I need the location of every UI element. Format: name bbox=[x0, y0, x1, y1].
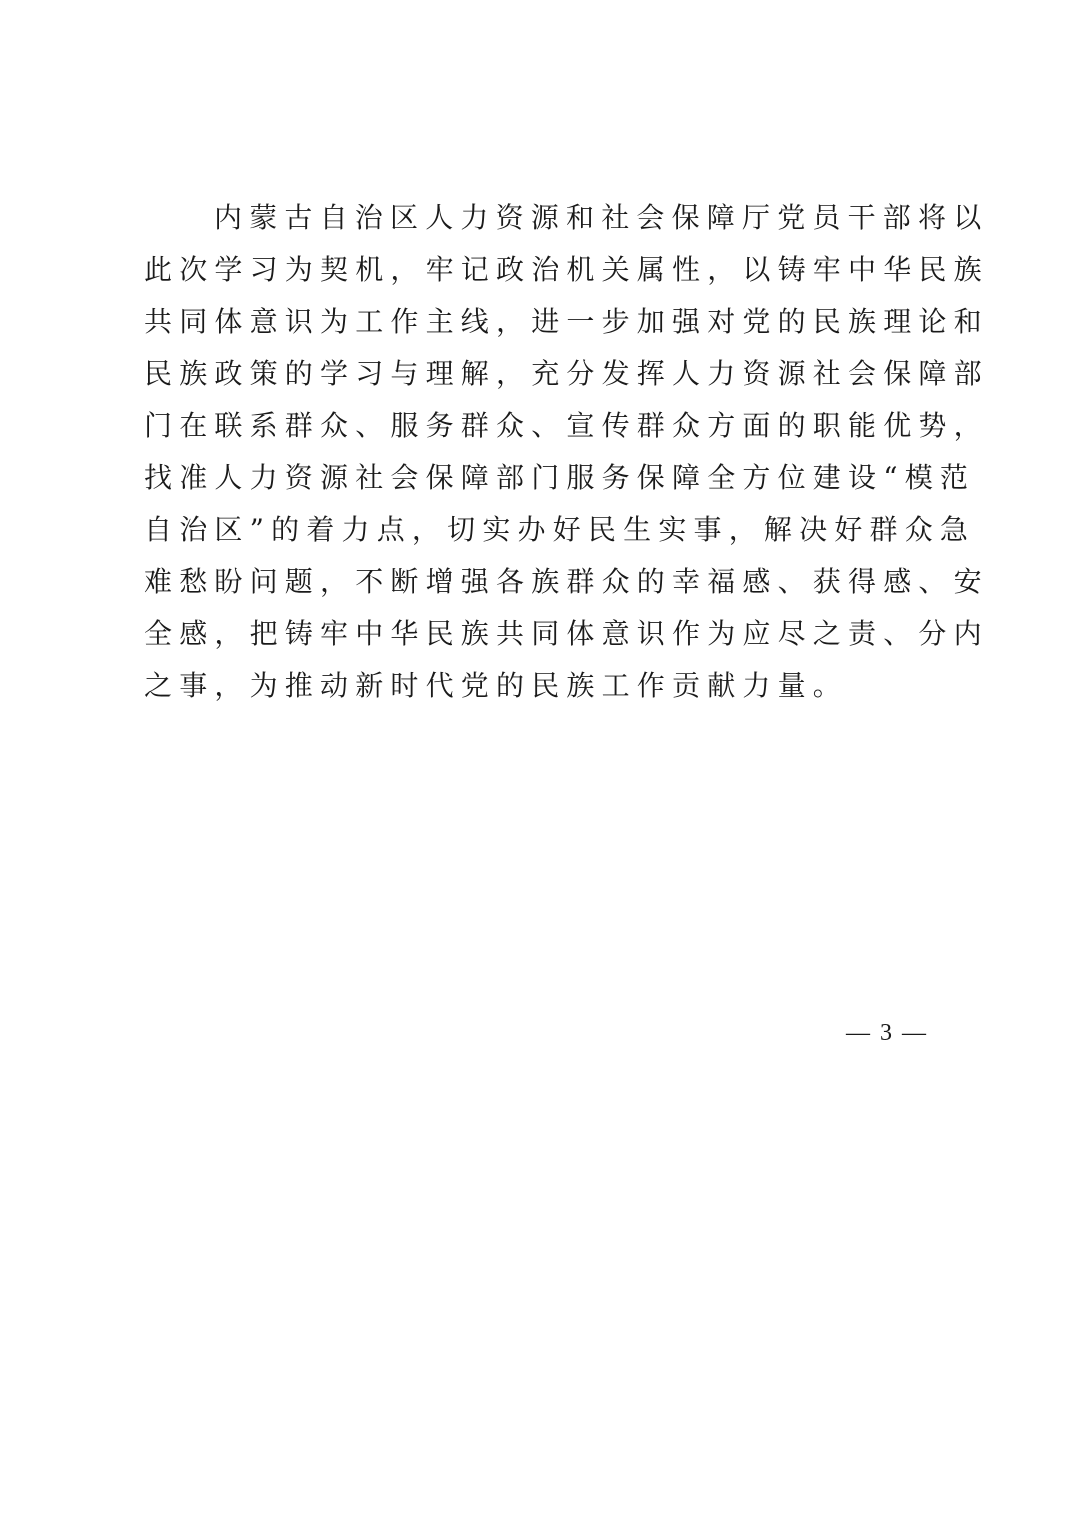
paragraph-line: 内蒙古自治区人力资源和社会保障厅党员干部将以 bbox=[214, 201, 989, 234]
page-number: — 3 — bbox=[846, 1020, 928, 1046]
paragraph-line: 门在联系群众、服务群众、宣传群众方面的职能优势， bbox=[144, 409, 989, 442]
body-paragraph bbox=[144, 192, 989, 712]
paragraph-line: 难愁盼问题，不断增强各族群众的幸福感、获得感、安 bbox=[144, 565, 989, 598]
paragraph-line: 此次学习为契机，牢记政治机关属性，以铸牢中华民族 bbox=[144, 253, 989, 286]
paragraph-line: 共同体意识为工作主线，进一步加强对党的民族理论和 bbox=[144, 305, 989, 338]
paragraph-line: 全感，把铸牢中华民族共同体意识作为应尽之责、分内 bbox=[144, 617, 989, 650]
paragraph-line: 找准人力资源社会保障部门服务保障全方位建设“模范 bbox=[144, 461, 976, 494]
paragraph-line: 民族政策的学习与理解，充分发挥人力资源社会保障部 bbox=[144, 357, 989, 390]
paragraph-line: 自治区”的着力点，切实办好民生实事，解决好群众急 bbox=[144, 513, 976, 546]
paragraph-line: 之事，为推动新时代党的民族工作贡献力量。 bbox=[144, 669, 849, 702]
